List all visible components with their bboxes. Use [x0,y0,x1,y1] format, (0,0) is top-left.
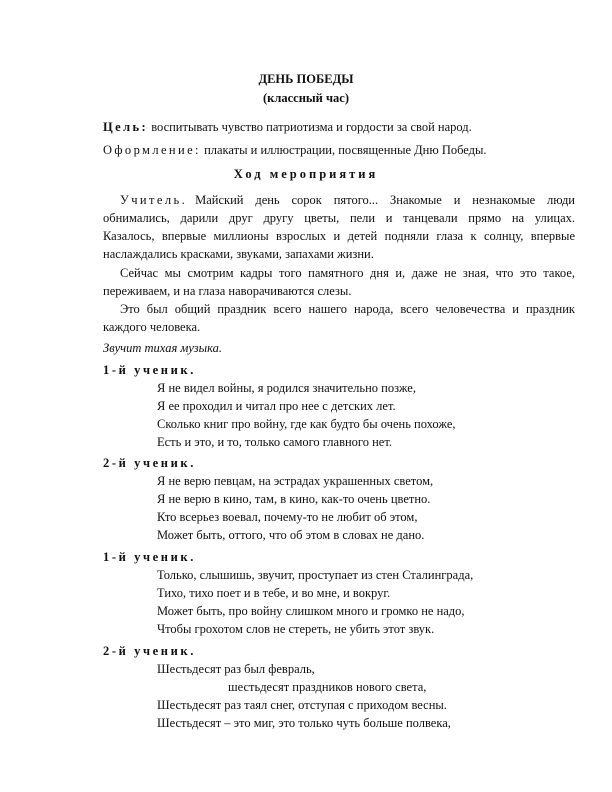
stanza-2-line-2: Я не верю в кино, там, в кино, как-то очень цветно. [157,492,431,506]
teacher-text-4: наслаждались красками, звуками, запахами жизни. [103,247,374,261]
decor-label: Оформление: [103,143,201,157]
teacher-text-2: обнимались, дарили друг другу цветы, пели и танцевали прямо на улицах. [103,211,575,225]
stanza-3-line-4: Чтобы грохотом слов не стереть, не убить этот звук. [157,622,435,636]
goal-text: воспитывать чувство патриотизма и гордости за свой народ. [151,120,472,134]
goal-line [103,118,472,136]
music-note: Звучит тихая музыка. [103,341,222,355]
stanza-2-line-3: Кто всерьез воевал, почему-то не любит об этом, [157,510,418,524]
stanza-3-speaker: 1-й ученик. [103,550,196,564]
stanza-2-line-1: Я не верю певцам, на эстрадах украшенных светом, [157,474,434,488]
stanza-4-line-3: Шестьдесят раз таял снег, отступая с приходом весны. [157,698,447,712]
paragraph-2-line-1: Сейчас мы смотрим кадры того памятного дня и, даже не зная, что это такое, [120,266,575,280]
stanza-1-speaker: 1-й ученик. [103,363,196,377]
stanza-4-line-2: шестьдесят праздников нового света, [228,680,427,694]
stanza-3-line-2: Тихо, тихо поет и в тебе, и во мне, и вокруг. [157,586,391,600]
teacher-paragraph [103,191,575,263]
teacher-label: Учитель. [120,193,188,207]
stanza-4-line-1: Шестьдесят раз был февраль, [157,662,315,676]
teacher-text-3: Казалось, впервые миллионы взрослых и детей подняли глаза к солнцу, впервые [103,229,575,243]
paragraph-3 [103,300,575,336]
stanza-4-line-4: Шестьдесят – это миг, это только чуть больше полвека, [157,716,451,730]
stanza-2-speaker: 2-й ученик. [103,456,196,470]
goal-label: Цель: [103,120,149,134]
document-subtitle: (классный час) [262,91,350,105]
stanza-1-line-2: Я ее проходил и читал про нее с детских лет. [157,399,396,413]
document-title: ДЕНЬ ПОБЕДЫ [258,72,354,86]
stanza-1-line-1: Я не видел войны, я родился значительно позже, [157,381,416,395]
stanza-2-line-4: Может быть, оттого, что об этом в словах не дано. [157,528,425,542]
decor-text: плакаты и иллюстрации, посвященные Дню Победы. [204,143,487,157]
paragraph-3-line-1: Это был общий праздник всего нашего народа, всего человечества и праздник [120,302,575,316]
stanza-3-line-3: Может быть, про войну слишком много и громко не надо, [157,604,465,618]
section-heading: Ход мероприятия [233,167,379,181]
paragraph-2-line-2: переживаем, и на глаза наворачиваются слезы. [103,284,352,298]
teacher-text-1: Майский день сорок пятого... Знакомые и незнакомые люди [195,193,575,207]
stanza-3-line-1: Только, слышишь, звучит, проступает из стен Сталинграда, [157,568,474,582]
stanza-1-line-4: Есть и это, и то, только самого главного нет. [157,435,392,449]
stanza-1-line-3: Сколько книг про войну, где как будто бы очень похоже, [157,417,456,431]
teacher-line-1 [103,191,575,209]
paragraph-2 [103,264,575,300]
paragraph-3-line-2: каждого человека. [103,320,201,334]
stanza-4-speaker: 2-й ученик. [103,644,196,658]
decor-line [103,141,487,159]
